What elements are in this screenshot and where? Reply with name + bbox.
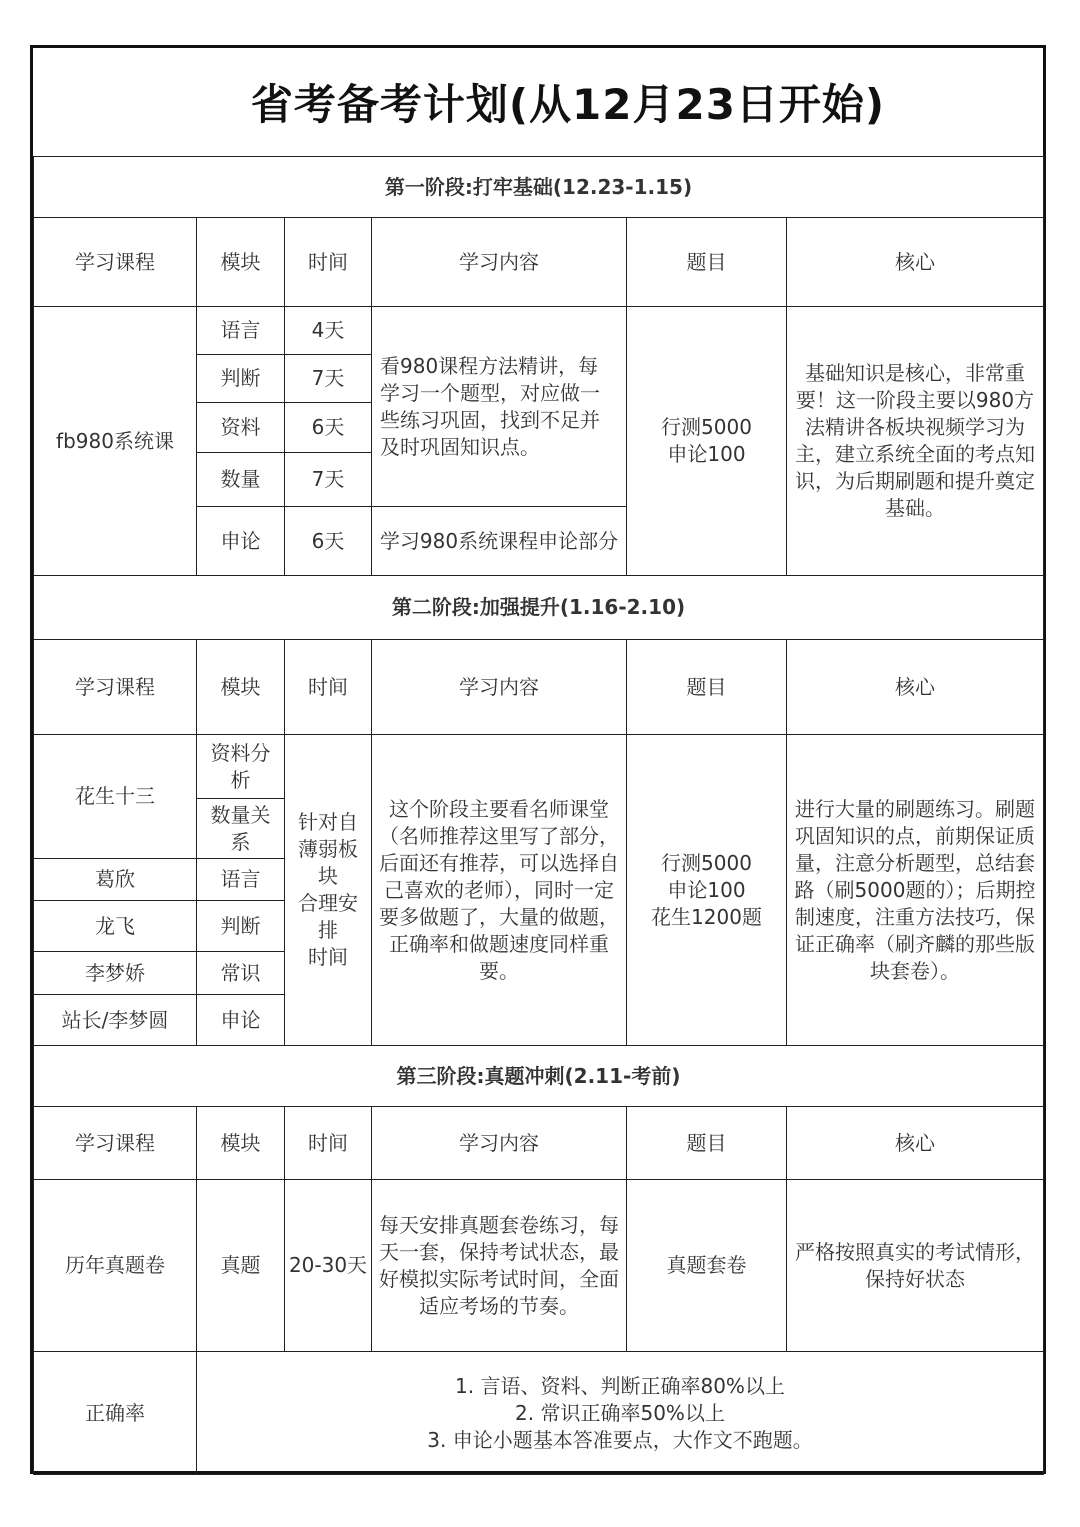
plan-table (33, 156, 1044, 1475)
stage2-title: 第二阶段:加强提升(1.16-2.10) (34, 576, 1044, 640)
stage2-course-cell: 花生十三 (34, 735, 197, 859)
stage1-content: 看980课程方法精讲，每学习一个题型，对应做一些练习巩固，找到不足并及时巩固知识点。 (372, 307, 627, 507)
header-module: 模块 (197, 1107, 285, 1180)
table-row (34, 1180, 1044, 1352)
page-title: 省考备考计划(从12月23日开始) (250, 80, 886, 129)
stage3-module: 真题 (197, 1180, 285, 1352)
header-core: 核心 (787, 218, 1044, 307)
stage3-header-row (34, 1107, 1044, 1180)
accuracy-line: 3. 申论小题基本答准要点，大作文不跑题。 (427, 1427, 813, 1452)
header-module: 模块 (197, 640, 285, 735)
stage3-time: 20-30天 (285, 1180, 372, 1352)
module-cell: 语言 (197, 859, 285, 901)
stage2-content: 这个阶段主要看名师课堂（名师推荐这里写了部分，后面还有推荐，可以选择自己喜欢的老师），同时一定要多做题了，大量的做题，正确率和做题速度同样重要。 (372, 735, 627, 1046)
stage2-course-cell: 李梦娇 (34, 952, 197, 995)
time-cell: 7天 (285, 355, 372, 403)
header-questions: 题目 (627, 218, 787, 307)
stage3-title: 第三阶段:真题冲刺(2.11-考前) (34, 1046, 1044, 1107)
stage1-shenlun-content: 学习980系统课程申论部分 (372, 507, 627, 576)
stage2-core: 进行大量的刷题练习。刷题巩固知识的点，前期保证质量，注意分析题型，总结套路（刷5000题的）；后期控制速度，注重方法技巧，保证正确率（刷齐麟的那些版块套卷）。 (787, 735, 1044, 1046)
stage1-course: fb980系统课 (34, 307, 197, 576)
table-row (34, 307, 1044, 355)
module-cell: 资料分析 (197, 735, 285, 799)
header-content: 学习内容 (372, 1107, 627, 1180)
stage2-course-cell: 龙飞 (34, 901, 197, 952)
stage2-questions: 行测5000 申论100 花生1200题 (627, 735, 787, 1046)
header-core: 核心 (787, 1107, 1044, 1180)
stage2-header-row (34, 640, 1044, 735)
time-cell: 4天 (285, 307, 372, 355)
module-cell: 资料 (197, 403, 285, 453)
header-time: 时间 (285, 1107, 372, 1180)
header-core: 核心 (787, 640, 1044, 735)
time-cell: 6天 (285, 507, 372, 576)
module-cell: 判断 (197, 355, 285, 403)
stage3-course: 历年真题卷 (34, 1180, 197, 1352)
stage1-title: 第一阶段:打牢基础(12.23-1.15) (34, 157, 1044, 218)
header-content: 学习内容 (372, 218, 627, 307)
stage2-course-cell: 葛欣 (34, 859, 197, 901)
stage2-time: 针对自薄弱板块 合理安排 时间 (285, 735, 372, 1046)
module-cell: 申论 (197, 507, 285, 576)
header-content: 学习内容 (372, 640, 627, 735)
header-time: 时间 (285, 640, 372, 735)
header-questions: 题目 (627, 640, 787, 735)
header-course: 学习课程 (34, 1107, 197, 1180)
accuracy-label: 正确率 (34, 1352, 197, 1475)
header-course: 学习课程 (34, 218, 197, 307)
header-questions: 题目 (627, 1107, 787, 1180)
time-cell: 6天 (285, 403, 372, 453)
accuracy-line: 1. 言语、资料、判断正确率80%以上 (455, 1373, 785, 1398)
time-cell: 7天 (285, 453, 372, 507)
module-cell: 数量 (197, 453, 285, 507)
study-plan-sheet (30, 45, 1046, 1474)
module-cell: 常识 (197, 952, 285, 995)
accuracy-row (34, 1352, 1044, 1475)
stage3-questions: 真题套卷 (627, 1180, 787, 1352)
module-cell: 语言 (197, 307, 285, 355)
header-module: 模块 (197, 218, 285, 307)
module-cell: 申论 (197, 995, 285, 1046)
stage1-questions: 行测5000 申论100 (627, 307, 787, 576)
header-time: 时间 (285, 218, 372, 307)
stage3-content: 每天安排真题套卷练习，每天一套，保持考试状态，最好模拟实际考试时间，全面适应考场的节奏。 (372, 1180, 627, 1352)
header-course: 学习课程 (34, 640, 197, 735)
stage2-course-cell: 站长/李梦圆 (34, 995, 197, 1046)
stage3-core: 严格按照真实的考试情形，保持好状态 (787, 1180, 1044, 1352)
table-row (34, 735, 1044, 799)
module-cell: 判断 (197, 901, 285, 952)
module-cell: 数量关系 (197, 799, 285, 859)
accuracy-line: 2. 常识正确率50%以上 (515, 1400, 725, 1425)
accuracy-requirements (197, 1352, 1044, 1475)
stage1-core: 基础知识是核心，非常重要！这一阶段主要以980方法精讲各板块视频学习为主，建立系统全面的考点知识，为后期刷题和提升奠定基础。 (787, 307, 1044, 576)
stage1-header-row (34, 218, 1044, 307)
